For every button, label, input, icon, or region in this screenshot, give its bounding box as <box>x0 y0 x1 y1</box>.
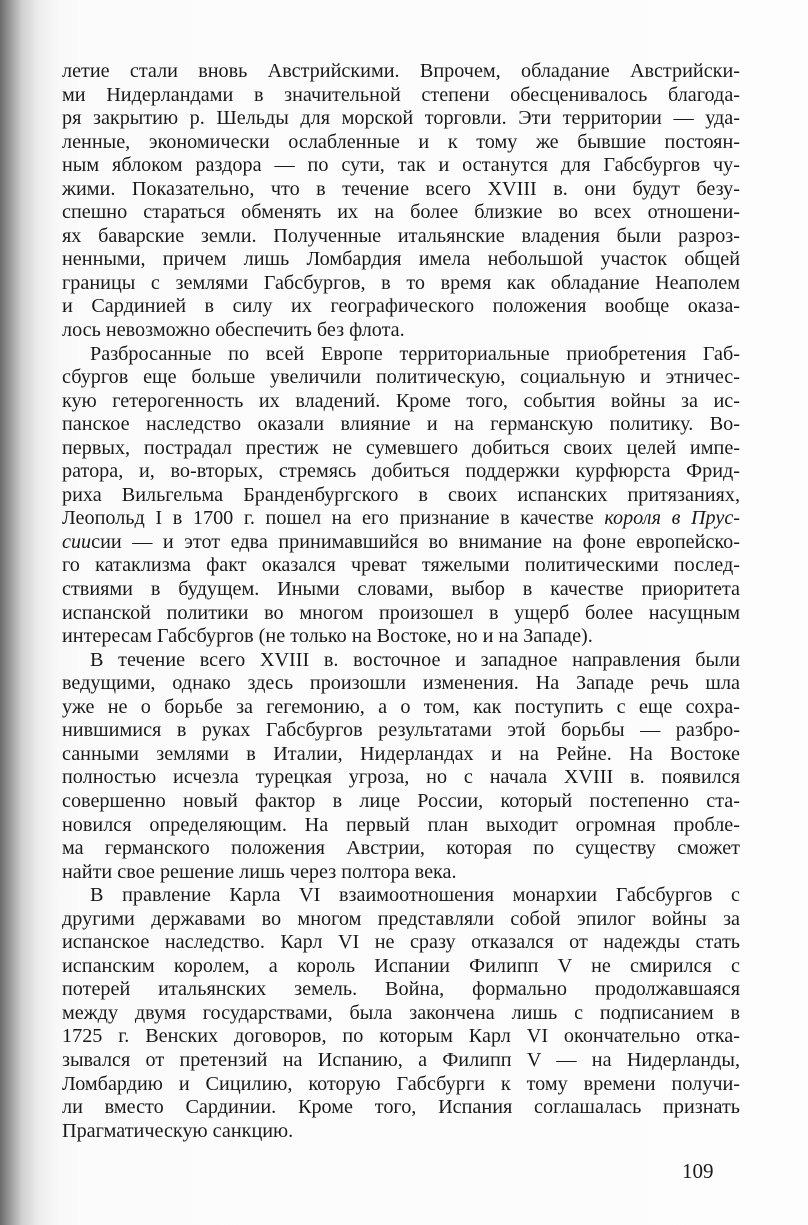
text-line: первых, пострадал престиж не сумевшего добиться своих целей импе- <box>62 436 740 459</box>
paragraph-3 <box>62 649 740 884</box>
text-line: ратора, и, во-вторых, стремясь добиться поддержки курфюрста Фрид- <box>62 460 740 483</box>
text-line: ненными, причем лишь Ломбардия имела небольшой участок общей <box>62 248 740 271</box>
text-line: 1725 г. Венских договоров, по которым Карл VI окончательно отка- <box>62 1025 740 1048</box>
text-line: ленные, экономически ослабленные и к тому же бывшие постоян- <box>62 130 740 153</box>
text-line: совершенно новый фактор в лице России, который постепенно ста- <box>62 789 740 812</box>
paragraph-4 <box>62 884 740 1143</box>
text-line: новился определяющим. На первый план выходит огромная пробле- <box>62 813 740 836</box>
text-line <box>62 531 740 555</box>
text-line: границы с землями Габсбургов, в то время как обладание Неаполем <box>62 271 740 294</box>
text-line: интересам Габсбургов (не только на Востоке, но и на Западе). <box>62 625 593 648</box>
text-line: ря закрытию р. Шельды для морской торговли. Эти территории — уда- <box>62 107 740 130</box>
text-line: санными землями в Италии, Нидерландах и на Рейне. На Востоке <box>62 742 740 765</box>
text-line: ствиями в будущем. Иными словами, выбор в качестве приоритета <box>62 578 740 601</box>
text-line: найти свое решение лишь через полтора века. <box>62 860 457 883</box>
text-line: В течение всего XVIII в. восточное и западное направления были <box>90 648 740 671</box>
text-line: ли вместо Сардинии. Кроме того, Испания соглашалась признать <box>62 1096 740 1119</box>
text-fragment: сии — и этот едва принимавшийся во внимание на фоне европейско- <box>91 530 740 553</box>
text-line: между двумя государствами, была закончена лишь с подписанием в <box>62 1001 740 1024</box>
text-line: уже не о борьбе за гегемонию, а о том, как поступить с еще сохра- <box>62 695 740 718</box>
text-line: ях баварские земли. Полученные итальянские владения были разроз- <box>62 224 740 247</box>
text-fragment: Леопольд I в 1700 г. пошел на его признание в качестве <box>62 507 605 530</box>
text-line: панское наследство оказали влияние и на германскую политику. Во- <box>62 413 740 436</box>
text-line: риха Вильгельма Бранденбургского в своих испанских притязаниях, <box>62 483 740 506</box>
text-line: другими державами во многом представляли собой эпилог войны за <box>62 907 740 930</box>
text-line: ми Нидерландами в значительной степени обесценивалось благода- <box>62 83 740 106</box>
text-line: Разбросанные по всей Европе территориальные приобретения Габ- <box>90 342 740 365</box>
text-line: Прагматическую санкцию. <box>62 1119 294 1142</box>
italic-fragment: сии <box>62 530 92 553</box>
text-line: ведущими, однако здесь произошли изменения. На Западе речь шла <box>62 672 740 695</box>
text-line: ма германского положения Австрии, которая по существу сможет <box>62 837 740 860</box>
text-line: потерей итальянских земель. Война, формально продолжавшаяся <box>62 978 740 1001</box>
text-line: сбургов еще больше увеличили политическую, социальную и этничес- <box>62 366 740 389</box>
body-text <box>62 60 740 1143</box>
text-line: испанской политики во многом произошел в ущерб более насущным <box>62 601 740 624</box>
text-line: ным яблоком раздора — по сути, так и останутся для Габсбургов чу- <box>62 154 740 177</box>
text-line: испанским королем, а король Испании Филипп V не смирился с <box>62 954 740 977</box>
paragraph-2 <box>62 343 740 649</box>
text-line: испанское наследство. Карл VI не сразу отказался от надежды стать <box>62 931 740 954</box>
text-line <box>62 507 740 531</box>
text-line: кую гетерогенность их владений. Кроме того, события войны за ис- <box>62 389 740 412</box>
text-line: зывался от претензий на Испанию, а Филипп V — на Нидерланды, <box>62 1048 740 1071</box>
text-line: спешно стараться обменять их на более близкие во всех отношени- <box>62 201 740 224</box>
italic-fragment: короля в Прус- <box>604 507 740 530</box>
text-line: полностью исчезла турецкая угроза, но с начала XVIII в. появился <box>62 766 740 789</box>
text-line: В правление Карла VI взаимоотношения монархии Габсбургов с <box>90 884 740 907</box>
page-number: 109 <box>682 1159 714 1183</box>
text-line: и Сардинией в силу их географического положения вообще оказа- <box>62 295 740 318</box>
text-line: го катаклизма факт оказался чреват тяжелыми политическими послед- <box>62 554 740 577</box>
text-line: жими. Показательно, что в течение всего XVIII в. они будут безу- <box>62 177 740 200</box>
text-line: летие стали вновь Австрийскими. Впрочем, обладание Австрийски- <box>62 60 740 82</box>
text-line: Ломбардию и Сицилию, которую Габсбурги к тому времени получи- <box>62 1072 740 1095</box>
text-line: лось невозможно обеспечить без флота. <box>62 319 405 342</box>
text-line: нившимися в руках Габсбургов результатами этой борьбы — разбро- <box>62 719 740 742</box>
paragraph-1 <box>62 60 740 343</box>
